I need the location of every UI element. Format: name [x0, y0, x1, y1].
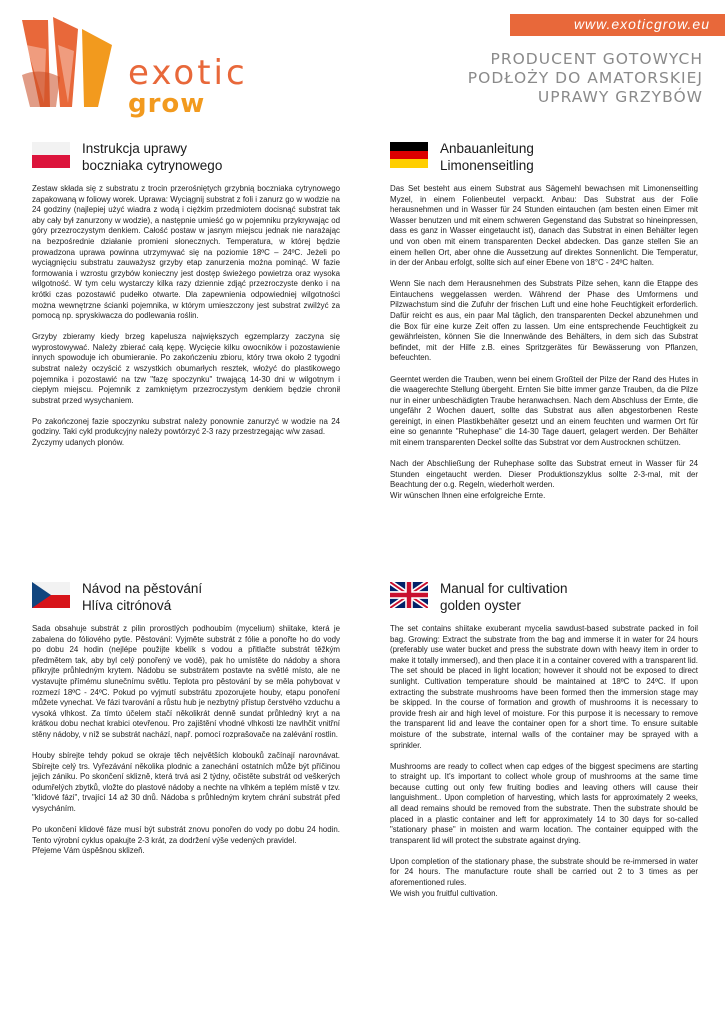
- paragraph: Mushrooms are ready to collect when cap edges of the biggest specimens are starting to straight up. It's important to collect whole group of mushrooms at the same time because cutting out only few fruiting bodies and leaving others will cause their languishment.. Upon completion of harvesting, which lasts for approximately 2 weeks, all dead remains should be removed from the substrate. Then the substrate should be placed in a plastic container and left for approximately 14 to 30 days for so-called "stationary phase" in moisten and warm location. The container equipped with the transparent lid will protect the substrate against drying.: [390, 761, 698, 845]
- website-url: www.exoticgrow.eu: [573, 16, 710, 32]
- title-line: Hlíva citrónová: [82, 598, 172, 613]
- brand-word-grow: grow: [128, 89, 206, 119]
- section-body: [32, 624, 340, 857]
- paragraph: Zestaw składa się z substratu z trocin przerośniętych grzybnią boczniaka cytrynowego zapakowaną w foliowy worek. Uprawa: Wyciągnij substrat z foli i zanurz go w wodzie na 24 godziny (najlepiej użyć wiadra z wodą i ciężkim przedmiotem docisnąć substrat tak aby cały był zanurzony w wodzie), a następnie umieść go w pojemniku przykrywając od góry przezroczystym denkiem. Całość postaw w jasnym miejscu jednak nie narażając na bezpośrednie działanie promieni słonecznych. Temperatura, w której będzie prowadzona uprawa powinna utrzymywać się na poziomie 18ºC – 24ºC. Jeżeli po wyciągnięciu substratu zauważysz grzyby etap zanurzenia można pominąć. W fazie formowania i wzrostu grzybów konieczny jest dostęp świeżego powietrza oraz wysoka wilgotność. W tym celu wystarczy kilka razy dziennie zdjąć przezroczyste denko i na krótki czas pozostawić pudełko otwarte. Dla zapewnienia odpowiedniej wilgotności można wewnętrzne ścianki pojemnika, w którym umieszczony jest substrat zwilżyć za pomocą np. spryskiwacza do podlewania roślin.: [32, 184, 340, 321]
- brand-word-exotic: exotic: [128, 53, 248, 93]
- section-polish: [32, 140, 340, 449]
- poland-flag-icon: [32, 142, 70, 168]
- germany-flag-icon: [390, 142, 428, 168]
- section-czech: [32, 580, 340, 857]
- title-line: Návod na pěstování: [82, 581, 203, 596]
- paragraph: Grzyby zbieramy kiedy brzeg kapelusza największych egzemplarzy zaczyna się wyprostowywać. Należy zbierać całą kępę. Wycięcie kilku owocników i pozostawienie innych spowoduje ich obumieranie. Po zakończeniu zbioru, który trwa około 2 tygodni substrat należy oczyścić z wszystkich obumarłych resztek, włożyć do plastikowego pojemnika i pozostawić na tzw "fazę spoczynku" trwającą 14-30 dni w wilgotnym i ciepłym miejscu. Pojemnik z zamkniętym przezroczystym denkiem będzie chronił substrat przed wysychaniem.: [32, 332, 340, 405]
- tagline-line: PODŁOŻY DO AMATORSKIEJ: [467, 69, 703, 87]
- tagline: [403, 50, 703, 107]
- section-title: [82, 140, 222, 174]
- section-body: [32, 184, 340, 449]
- paragraph: Po ukončení klidové fáze musí být substrát znovu ponořen do vody po dobu 24 hodin. Tento výrobní cyklus opakujte 2-3 krát, za dodržení výše vedených pravidel. Přejeme Vám úspěšnou sklizeň.: [32, 825, 340, 856]
- title-line: Anbauanleitung: [440, 141, 534, 156]
- paragraph: Das Set besteht aus einem Substrat aus Sägemehl bewachsen mit Limonenseitling Myzel, in einem Folienbeutel verpackt. Anbau: Das Substrat aus der Folie herausnehmen und in Wasser für 24 Stunden eintauchen (am besten einen Eimer mit Wasser benutzen und mit einem schweren Gegenstand das Substrat so hineinpressen, dass es ganz in Wasser eingetaucht ist), danach das Substrat in einen Behälter legen und von oben mit einem transparenten Deckel abdecken. Das ganze stellen Sie an einem hellen Ort, aber ohne die Aussetzung auf direktes Sonnenlicht. Die Temperatur, in der der Anbau erfolgt, sollte sich auf einer Ebene von 18°C - 24ºC halten.: [390, 184, 698, 268]
- title-line: golden oyster: [440, 598, 522, 613]
- title-line: boczniaka cytrynowego: [82, 158, 223, 173]
- section-header: [390, 580, 698, 616]
- paragraph: Wenn Sie nach dem Herausnehmen des Substrats Pilze sehen, kann die Etappe des Eintauchens weggelassen werden. Während der Phase des Umformens und Pilzwachstum sind die Zufuhr der frischen Luft und eine hohe Feuchtigkeit erforderlich. Dafür reicht es aus, ein paar Mal täglich, den transparenten Deckel abzunehmen und die Box für eine kurze Zeit offen zu lassen. Um eine entsprechende Feuchtigkeit zu gewährleisten, können Sie die Innenwände des Behälters, in dem sich das Substrat befindet, mit der Hilfe z.B. eines Spritzgerätes für Bewässerung von Pflanzen, befeuchten.: [390, 279, 698, 363]
- paragraph: The set contains shiitake exuberant mycelia sawdust-based substrate packed in foil bag. Growing: Extract the substrate from the bag and immerse it in water for 24 hours (preferably use water bucket and press the substrate down with heavy item in order to make it totally immersed), and then place it in a container covered with a transparent lid. The set should be placed in light location; however it should not be exposed to direct sunlight. Cultivation temperature should be maintained at 18ºC to 24ºC. If upon extracting the substrate mushrooms have been formed then the immersion stage may be skipped. In the course of formation and growth of mushrooms it is necessary to provide fresh air and high level of moisture. For this purpose it is necessary to remove the transparent lid and leave the container open for a short time. To ensure suitable moisture of the substrate, internal walls of the container may be sprayed with a sprinkler.: [390, 624, 698, 750]
- section-header: [32, 140, 340, 176]
- title-line: Limonenseitling: [440, 158, 534, 173]
- paragraph: Houby sbírejte tehdy pokud se okraje těch největších klobouků začínají narovnávat. Sbírejte celý trs. Vyřezávání několika plodnic a zanechání ostatních může být příčinou jejich zániku. Po skončení sklizně, která trvá asi 2 týdny, očistěte substrát od veškerých odumřelých zbytků, vložte do plastové nádoby a nechte na vlhkém a teplém místě v tzv. "klidové fázi", trvající 14 až 30 dnů. Nádoba s průhledným krytem chrání substrát před vysycháním.: [32, 751, 340, 813]
- tagline-line: UPRAWY GRZYBÓW: [537, 88, 703, 106]
- exotic-grow-logo: [20, 15, 280, 119]
- uk-flag-icon: [390, 582, 428, 608]
- section-body: [390, 624, 698, 899]
- section-german: [390, 140, 698, 502]
- paragraph: Geerntet werden die Trauben, wenn bei einem Großteil der Pilze der Rand des Hutes in die waagerechte Stellung übergeht. Ernten Sie bitte immer ganze Trauben, da die Pilze nur in einer unbeschädigten Traube heranwachsen. Nach dem Abschluss der Ernte, die ungefähr 2 Wochen dauert, sollte das Substrat aus allen abgestorbenen Reste gereinigt, in einen Plastikbehälter gesetzt und an einem feuchten und warmen Ort für eine so genannte "Ruhephase" die 14-30 Tage dauert, gelagert werden. Der Behälter mit einem transparenten Deckel sollte das Substrat vor dem Austrocknen schützen.: [390, 374, 698, 448]
- paragraph: Nach der Abschließung der Ruhephase sollte das Substrat erneut in Wasser für 24 Stunden eingetaucht werden. Dieser Produktionszyklus sollte 2-3-mal, mit der Beachtung der o.g. Regeln, wiederholt werden. Wir wünschen Ihnen eine erfolgreiche Ernte.: [390, 459, 698, 500]
- section-title: [440, 580, 568, 614]
- paragraph: Po zakończonej fazie spoczynku substrat należy ponownie zanurzyć w wodzie na 24 godziny. Taki cykl produkcyjny należy powtórzyć 2-3 razy przestrzegając w/w zasad. Życzymy udanych plonów.: [32, 416, 340, 448]
- section-title: [440, 140, 534, 174]
- czech-flag-icon: [32, 582, 70, 608]
- tagline-line: PRODUCENT GOTOWYCH: [490, 50, 703, 68]
- section-header: [390, 140, 698, 176]
- section-english: [390, 580, 698, 899]
- section-header: [32, 580, 340, 616]
- section-title: [82, 580, 202, 614]
- paragraph: Upon completion of the stationary phase, the substrate should be re-immersed in water for 24 hours. The manufacture route shall be carried out 2 to 3 times as per aforementioned rules. We wish you fruitful cultivation.: [390, 856, 698, 898]
- paragraph: Sada obsahuje substrát z pilin prorostlých podhoubím (mycelium) shiitake, která je zabalena do fóliového pytle. Pěstování: Vyjměte substrát z fólie a ponořte ho do vody po dobu 24 hodin (nejlépe použijte kbelík s vodou a přitlačte substrát těžkým předmětem tak, aby byl celý ponořený ve vodě), pak ho umístěte do nádoby a shora přikryjte průhledným krytem. Nádobu se substrátem postavte na světlé místo, ale ne vystavujte přímému slunečnímu světlu. Teplota pro pěstování by se měla pohybovat v rozmezí 18ºC - 24ºC. Pokud po vyjmutí substrátu zpozorujete houby, etapu ponoření můžete vynechat. Ve fázi tvarování a růstu hub je nezbytný přístup čerstvého vzduchu a vysoká vlhkost. Za tímto účelem stačí několikrát denně sundat průhledný kryt a na krátkou dobu nechat krabici otevřenou. Pro zajištění vhodné vlhkosti lze navlhčit vnitřní stěny nádoby, v níž se substrát nachází, např. pomocí rozprašovače na zalévání rostlin.: [32, 624, 340, 739]
- title-line: Manual for cultivation: [440, 581, 568, 596]
- section-body: [390, 184, 698, 502]
- mushroom-logo-icon: [20, 15, 120, 110]
- title-line: Instrukcja uprawy: [82, 141, 188, 156]
